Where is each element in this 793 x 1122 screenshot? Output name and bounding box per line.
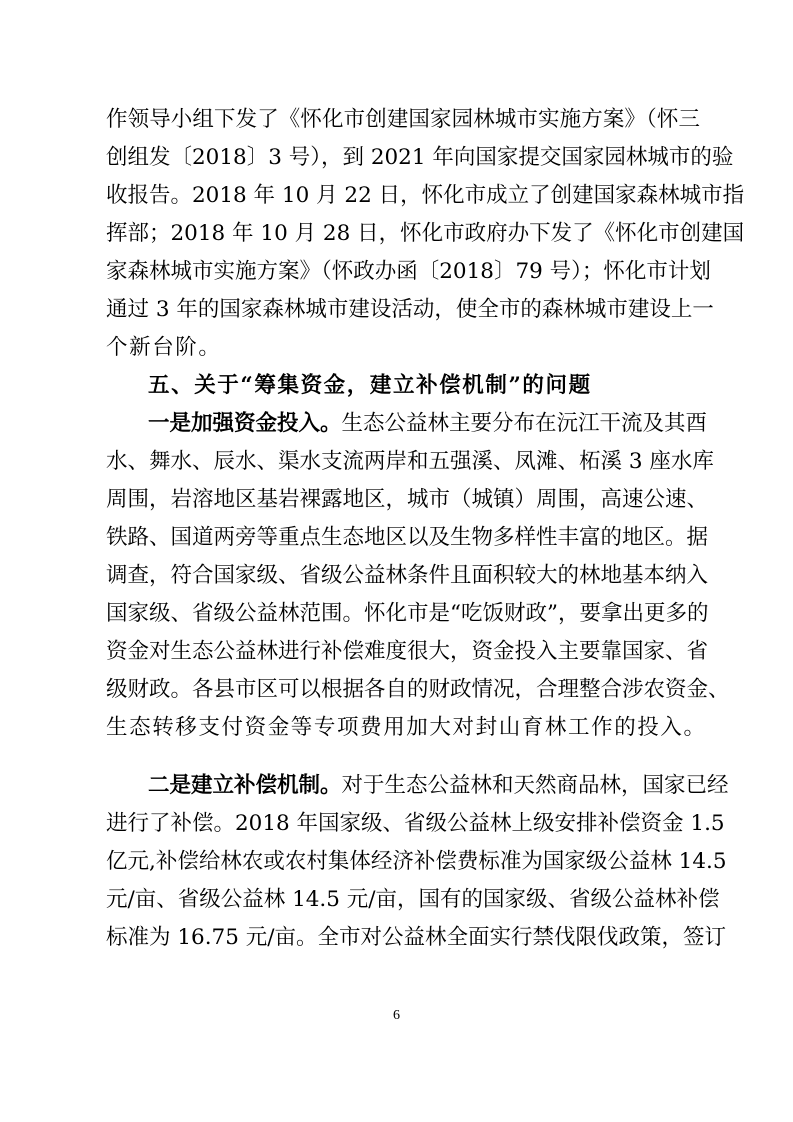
text-line: 进行了补偿。2018 年国家级、省级公益林上级安排补偿资金 1.5 [106,811,725,836]
text-line: 挥部；2018 年 10 月 28 日，怀化市政府办下发了《怀化市创建国 [106,221,745,246]
section-heading: 五、关于“筹集资金，建立补偿机制”的问题 [148,373,592,398]
paragraph-first-line [148,407,708,441]
paragraph-text: 对于生态公益林和天然商品林，国家已经 [341,773,729,798]
text-line: 生态转移支付资金等专项费用加大对封山育林工作的投入。 [106,715,707,740]
paragraph-lead: 二是建立补偿机制。 [148,773,342,798]
text-line: 铁路、国道两旁等重点生态地区以及生物多样性丰富的地区。据 [106,525,709,550]
paragraph-text: 生态公益林主要分布在沅江干流及其酉 [341,411,708,436]
text-line: 周围，岩溶地区基岩裸露地区，城市（城镇）周围，高速公速、 [106,487,709,512]
text-line: 国家级、省级公益林范围。怀化市是“吃饭财政”，要拿出更多的 [106,601,709,626]
text-line: 亿元,补偿给林农或农村集体经济补偿费标准为国家级公益林 14.5 [106,849,727,874]
text-line: 家森林城市实施方案》（怀政办函〔2018〕79 号）；怀化市计划 [106,259,711,284]
text-line: 创组发〔2018〕3 号），到 2021 年向国家提交国家园林城市的验 [106,145,734,170]
paragraph-first-line [148,769,729,803]
text-line: 调查，符合国家级、省级公益林条件且面积较大的林地基本纳入 [106,563,709,588]
text-line: 个新台阶。 [106,335,222,360]
text-line: 级财政。各县市区可以根据各自的财政情况，合理整合涉农资金、 [106,677,730,702]
text-line: 水、舞水、辰水、渠水支流两岸和五强溪、凤滩、柘溪 3 座水库 [106,449,714,474]
text-line: 收报告。2018 年 10 月 22 日，怀化市成立了创建国家森林城市指 [106,183,745,208]
page-number: 6 [393,1008,400,1023]
text-line: 标准为 16.75 元/亩。全市对公益林全面实行禁伐限伐政策，签订 [106,925,726,950]
text-line: 作领导小组下发了《怀化市创建国家园林城市实施方案》（怀三 [106,107,700,132]
text-line: 元/亩、省级公益林 14.5 元/亩，国有的国家级、省级公益林补偿 [106,887,720,912]
text-line: 资金对生态公益林进行补偿难度很大，资金投入主要靠国家、省 [106,639,709,664]
text-line: 通过 3 年的国家森林城市建设活动，使全市的森林城市建设上一 [106,297,714,322]
paragraph-lead: 一是加强资金投入。 [148,411,342,436]
